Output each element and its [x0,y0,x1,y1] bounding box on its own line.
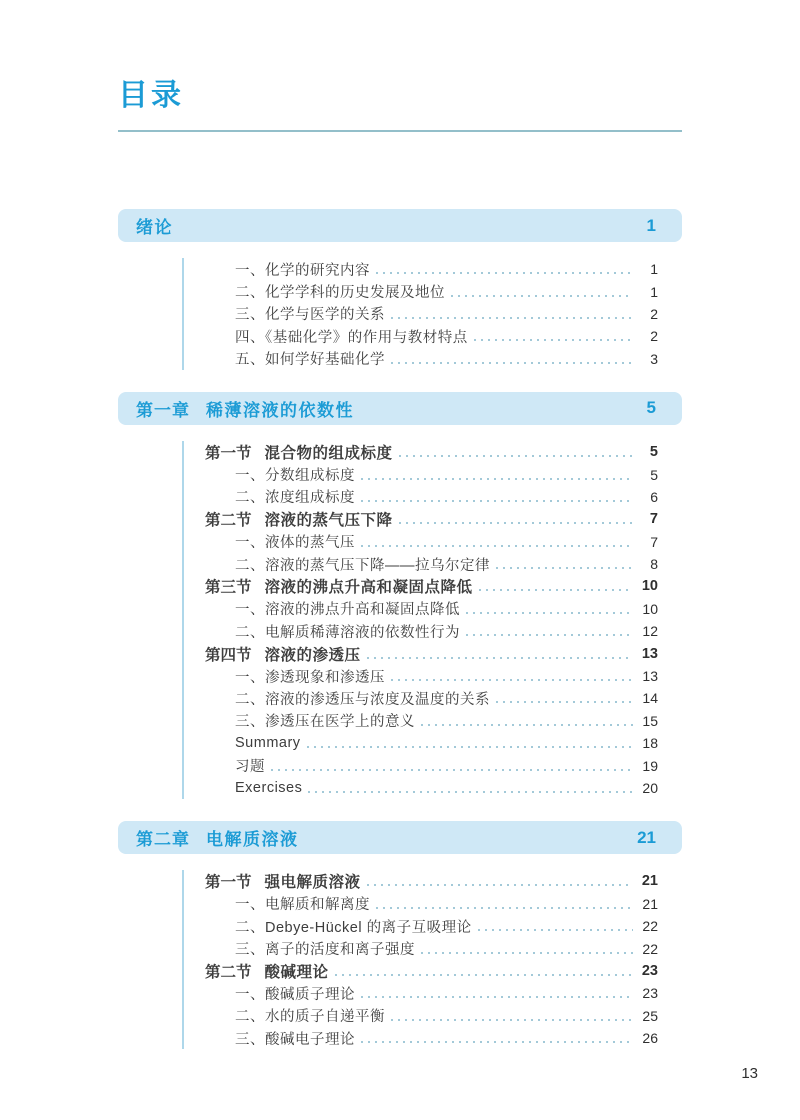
dot-leader [308,791,633,793]
entry-title: 三、化学与医学的关系 [235,307,385,324]
toc-chapter-block [118,209,682,370]
entry-section-label: 第二节 [205,512,252,530]
entry-page-number: 26 [642,1030,658,1047]
toc-chapter-block [118,821,682,1049]
dot-leader [361,478,633,480]
dot-leader [367,657,633,659]
entry-page-number: 7 [650,533,658,550]
dot-leader [479,589,633,591]
chapter-number-label: 第一章 [136,400,190,420]
dot-leader [391,679,633,681]
dot-leader [474,339,633,341]
entry-page-number: 7 [649,511,658,528]
toc-entry-row[interactable] [205,893,658,915]
dot-leader [421,724,633,726]
entry-title: 混合物的组成标度 [264,445,393,463]
dot-leader [271,769,633,771]
toc-entry-row[interactable] [205,915,658,937]
entry-title: 三、酸碱电子理论 [235,1031,355,1048]
toc-entry-row[interactable] [205,960,658,982]
entry-title: Summary [235,735,301,752]
entry-title: 溶液的沸点升高和凝固点降低 [264,579,473,597]
toc-entry-row[interactable] [205,463,658,485]
entry-title: 三、离子的活度和离子强度 [235,942,415,959]
entry-title: 二、Debye-Hückel 的离子互吸理论 [235,919,472,936]
dot-leader [478,929,633,931]
toc-entry-row[interactable] [205,687,658,709]
dot-leader [376,272,633,274]
dot-leader [399,455,633,457]
chapter-title: 电解质溶液 [206,830,299,850]
entry-page-number: 1 [650,261,658,278]
toc-entry-row[interactable] [205,982,658,1004]
toc-entry-row[interactable] [205,870,658,892]
entry-title: 溶液的蒸气压下降 [264,512,393,530]
toc-entry-row[interactable] [205,575,658,597]
footer-page-number: 13 [741,1065,758,1082]
entry-section-label: 第二节 [205,963,252,981]
toc-entry-row[interactable] [205,642,658,664]
chapter-entry-list [182,441,658,799]
chapter-title: 稀薄溶液的依数性 [206,400,354,420]
chapter-page-number: 5 [646,398,656,418]
dot-leader [391,1019,633,1021]
entry-page-number: 18 [642,735,658,752]
entry-section-label: 第三节 [205,579,252,597]
entry-page-number: 14 [642,690,658,707]
toc-entry-row[interactable] [205,1027,658,1049]
entry-page-number: 5 [650,466,658,483]
chapter-title: 绪论 [136,218,173,237]
entry-page-number: 21 [642,895,658,912]
entry-page-number: 19 [642,757,658,774]
entry-page-number: 2 [650,328,658,345]
entry-title: 五、如何学好基础化学 [235,352,385,369]
toc-entry-row[interactable] [205,325,658,347]
dot-leader [421,952,633,954]
entry-title: Exercises [235,780,303,796]
dot-leader [307,746,633,748]
dot-leader [361,500,633,502]
entry-page-number: 13 [642,668,658,685]
chapter-entry-list [182,258,658,370]
entry-title: 一、分数组成标度 [235,468,355,485]
entry-page-number: 13 [641,645,658,662]
dot-leader [496,701,633,703]
entry-title: 习题 [235,759,265,776]
toc-entry-row[interactable] [205,937,658,959]
dot-leader [391,362,633,364]
toc-entry-row[interactable] [205,303,658,325]
toc-entry-row[interactable] [205,508,658,530]
entry-title: 一、溶液的沸点升高和凝固点降低 [235,602,460,619]
entry-title: 一、电解质和解离度 [235,897,370,914]
entry-page-number: 25 [642,1007,658,1024]
toc-entry-row[interactable] [205,598,658,620]
dot-leader [399,522,633,524]
entry-title: 三、渗透压在医学上的意义 [235,714,415,731]
entry-title: 二、水的质子自递平衡 [235,1009,385,1026]
dot-leader [361,996,633,998]
dot-leader [451,295,633,297]
dot-leader [496,567,633,569]
dot-leader [367,884,633,886]
toc-entry-row[interactable] [205,348,658,370]
toc-entry-row[interactable] [205,1005,658,1027]
entry-title: 一、渗透现象和渗透压 [235,669,385,686]
entry-title: 二、溶液的渗透压与浓度及温度的关系 [235,691,490,708]
toc-entry-row[interactable] [205,486,658,508]
title-divider [118,130,682,132]
entry-page-number: 12 [642,623,658,640]
toc-entry-row[interactable] [205,258,658,280]
chapter-page-number: 21 [637,827,656,847]
entry-title: 二、溶液的蒸气压下降——拉乌尔定律 [235,557,490,574]
entry-title: 一、液体的蒸气压 [235,535,355,552]
toc-entry-row[interactable] [205,441,658,463]
dot-leader [391,317,633,319]
toc-entry-row[interactable] [205,620,658,642]
dot-leader [361,545,633,547]
entry-page-number: 6 [650,488,658,505]
entry-page-number: 5 [649,444,658,461]
toc-sections [118,209,682,1071]
entry-title: 强电解质溶液 [264,874,361,892]
toc-entry-row[interactable] [205,732,658,754]
toc-entry-row[interactable] [205,754,658,776]
entry-page-number: 15 [642,712,658,729]
toc-entry-row[interactable] [205,710,658,732]
chapter-heading-row[interactable] [118,821,682,854]
toc-entry-row[interactable] [205,280,658,302]
chapter-number-label: 第二章 [136,830,190,850]
entry-page-number: 23 [641,962,658,979]
entry-page-number: 10 [641,578,658,595]
page-title: 目录 [118,79,184,112]
toc-entry-row[interactable] [205,531,658,553]
entry-title: 酸碱理论 [264,963,329,981]
entry-page-number: 21 [641,873,658,890]
entry-section-label: 第一节 [205,445,252,463]
entry-section-label: 第四节 [205,646,252,664]
dot-leader [361,1041,633,1043]
entry-title: 一、酸碱质子理论 [235,986,355,1003]
chapter-page-number: 1 [646,215,656,235]
toc-entry-row[interactable] [205,553,658,575]
chapter-heading-row[interactable] [118,209,682,242]
entry-page-number: 20 [642,780,658,796]
entry-page-number: 22 [642,918,658,935]
entry-section-label: 第一节 [205,874,252,892]
entry-page-number: 1 [650,283,658,300]
dot-leader [335,974,633,976]
entry-page-number: 2 [650,305,658,322]
chapter-heading-row[interactable] [118,392,682,425]
entry-title: 四、《基础化学》的作用与教材特点 [235,329,468,346]
toc-chapter-block [118,392,682,799]
entry-page-number: 8 [650,556,658,573]
dot-leader [466,634,633,636]
toc-entry-row[interactable] [205,777,658,799]
entry-page-number: 3 [650,350,658,367]
entry-page-number: 23 [642,985,658,1002]
entry-title: 二、电解质稀薄溶液的依数性行为 [235,624,460,641]
entry-title: 一、化学的研究内容 [235,262,370,279]
entry-title: 二、浓度组成标度 [235,490,355,507]
entry-page-number: 22 [642,940,658,957]
dot-leader [466,612,633,614]
chapter-entry-list [182,870,658,1049]
entry-title: 溶液的渗透压 [264,646,361,664]
dot-leader [376,907,633,909]
entry-title: 二、化学学科的历史发展及地位 [235,285,445,302]
entry-page-number: 10 [642,600,658,617]
toc-entry-row[interactable] [205,665,658,687]
